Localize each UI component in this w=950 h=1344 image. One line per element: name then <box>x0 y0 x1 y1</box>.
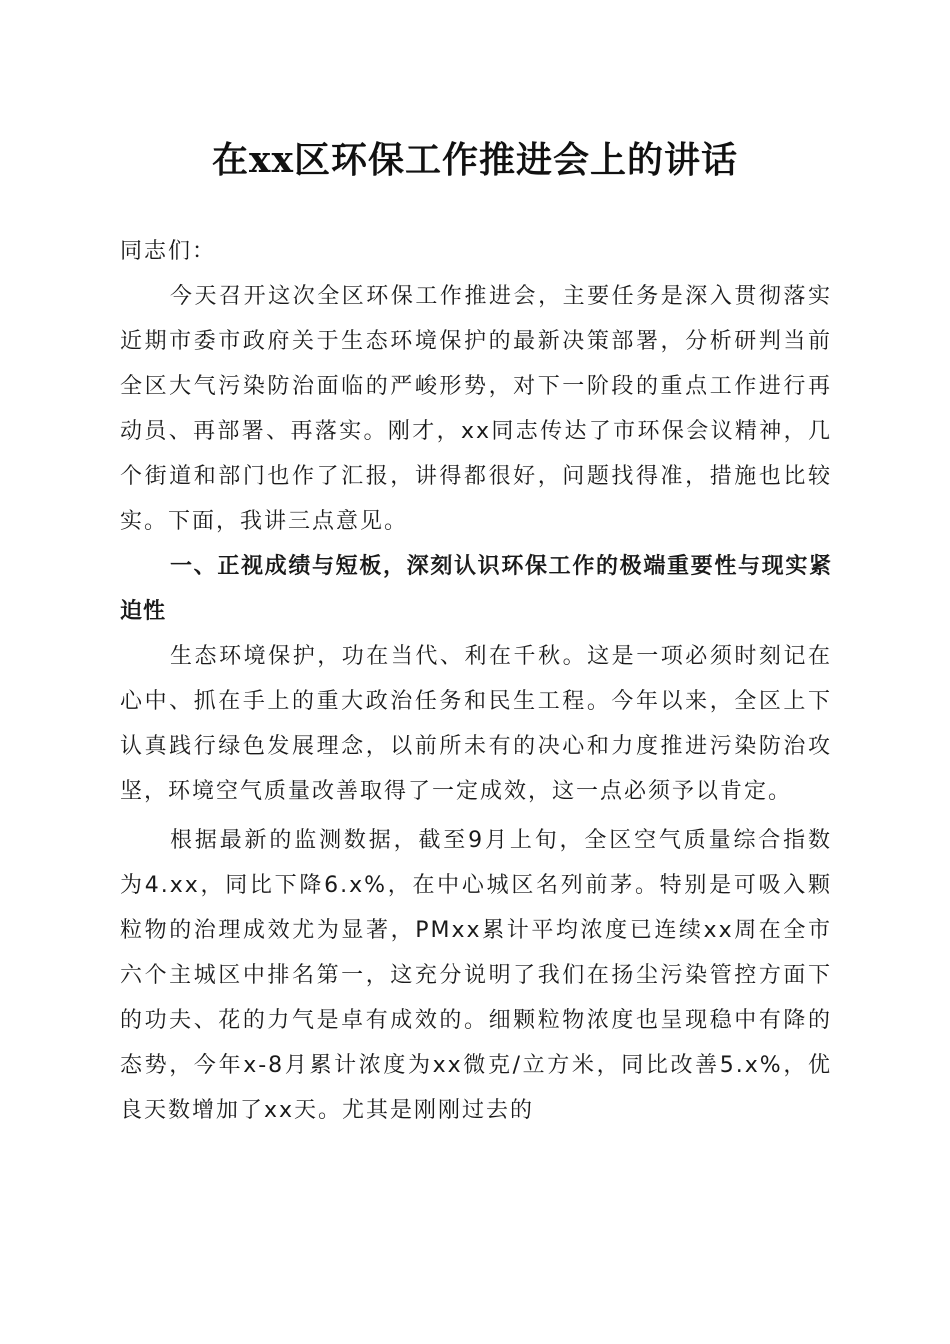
intro-paragraph: 今天召开这次全区环保工作推进会，主要任务是深入贯彻落实近期市委市政府关于生态环境保护的最新决策部署，分析研判当前全区大气污染防治面临的严峻形势，对下一阶段的重点工作进行再动员、再部署、再落实。刚才，xx同志传达了市环保会议精神，几个街道和部门也作了汇报，讲得都很好，问题找得准，措施也比较实。下面，我讲三点意见。 <box>120 284 832 534</box>
document-body <box>120 229 832 1133</box>
section-paragraph-2: 根据最新的监测数据，截至9月上旬，全区空气质量综合指数为4.xx，同比下降6.x%，在中心城区名列前茅。特别是可吸入颗粒物的治理成效尤为显著，PMxx累计平均浓度已连续xx周在全市六个主城区中排名第一，这充分说明了我们在扬尘污染管控方面下的功夫、花的力气是卓有成效的。细颗粒物浓度也呈现稳中有降的态势，今年x-8月累计浓度为xx微克/立方米，同比改善5.x%，优良天数增加了xx天。尤其是刚刚过去的 <box>120 828 832 1123</box>
section-heading: 一、正视成绩与短板，深刻认识环保工作的极端重要性与现实紧迫性 <box>120 554 832 624</box>
section-paragraph-1: 生态环境保护，功在当代、利在千秋。这是一项必须时刻记在心中、抓在手上的重大政治任务和民生工程。今年以来，全区上下认真践行绿色发展理念，以前所未有的决心和力度推进污染防治攻坚，环境空气质量改善取得了一定成效，这一点必须予以肯定。 <box>120 644 832 804</box>
document-title: 在xx区环保工作推进会上的讲话 <box>212 139 738 181</box>
salutation: 同志们： <box>120 239 217 264</box>
